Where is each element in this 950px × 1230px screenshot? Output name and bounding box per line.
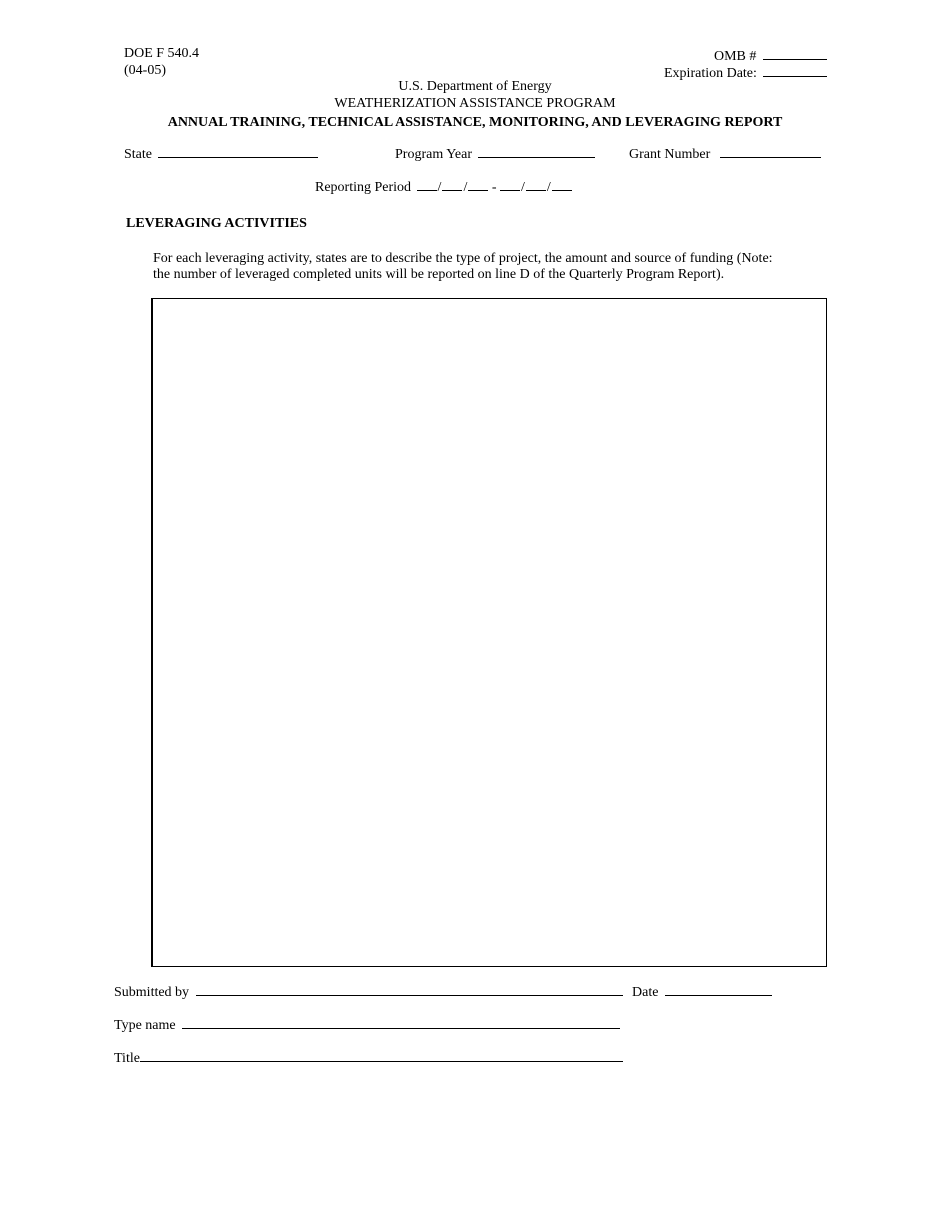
instructions-line-1: For each leveraging activity, states are to describe the type of project, the amount and source of funding (Note: [153, 251, 773, 266]
type-name-label: Type name [114, 1018, 176, 1033]
type-name-input[interactable] [182, 1015, 620, 1029]
omb-label: OMB # [714, 49, 757, 64]
submitted-by-label: Submitted by [114, 985, 190, 1000]
title-label: Title [114, 1051, 140, 1066]
title-field [114, 1048, 623, 1067]
end-month-input[interactable] [500, 177, 520, 191]
expiration-date-label: Expiration Date: [664, 66, 757, 81]
end-year-input[interactable] [552, 177, 572, 191]
report-title: ANNUAL TRAINING, TECHNICAL ASSISTANCE, MONITORING, AND LEVERAGING REPORT [167, 115, 783, 130]
expiration-date-input[interactable] [763, 63, 827, 77]
date-field [632, 982, 772, 1001]
form-revision: (04-05) [124, 63, 166, 78]
form-number: DOE F 540.4 [124, 46, 200, 61]
submitted-by-input[interactable] [196, 982, 623, 996]
program-year-input[interactable] [478, 144, 595, 158]
date-label: Date [632, 985, 659, 1000]
program-year-label: Program Year [395, 147, 472, 162]
date-separator: / [437, 180, 442, 195]
reporting-period-field [315, 177, 572, 196]
reporting-period-label: Reporting Period [315, 180, 412, 195]
period-separator: - [491, 180, 497, 195]
omb-input[interactable] [763, 46, 827, 60]
date-separator: / [463, 180, 468, 195]
grant-number-label: Grant Number [629, 147, 711, 162]
date-input[interactable] [665, 982, 772, 996]
leveraging-activities-textbox[interactable] [151, 298, 827, 967]
grant-number-field [629, 144, 821, 163]
agency-name: U.S. Department of Energy [398, 79, 552, 94]
grant-number-input[interactable] [720, 144, 821, 158]
start-month-input[interactable] [417, 177, 437, 191]
date-separator: / [521, 180, 525, 195]
date-separator: / [546, 180, 551, 195]
section-heading: LEVERAGING ACTIVITIES [126, 216, 307, 231]
end-day-input[interactable] [526, 177, 546, 191]
title-input[interactable] [140, 1048, 623, 1062]
program-name: WEATHERIZATION ASSISTANCE PROGRAM [334, 96, 616, 111]
start-year-input[interactable] [468, 177, 488, 191]
state-field [124, 144, 318, 163]
program-year-field [395, 144, 595, 163]
state-label: State [124, 147, 152, 162]
type-name-field [114, 1015, 620, 1034]
state-input[interactable] [158, 144, 318, 158]
submitted-by-field [114, 982, 623, 1001]
instructions-line-2: the number of leveraged completed units will be reported on line D of the Quarterly Program Report). [153, 267, 725, 282]
start-day-input[interactable] [442, 177, 462, 191]
